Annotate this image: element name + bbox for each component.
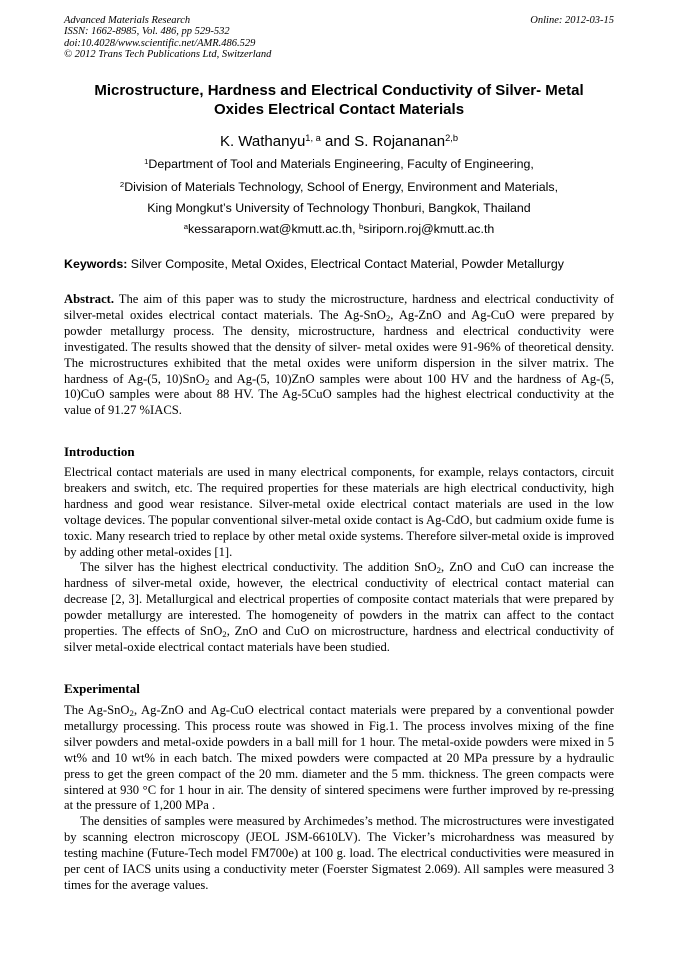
affiliation-1-marker: 1 (144, 156, 149, 166)
author-2-affil: 2,b (445, 132, 459, 143)
keywords-label: Keywords: (64, 257, 128, 271)
affiliation-1-text: Department of Tool and Materials Engineering, Faculty of Engineering, (148, 157, 534, 171)
author-1-affil: 1, a (305, 132, 321, 143)
subscript: 2 (204, 376, 210, 387)
online-date: Online: 2012-03-15 (530, 15, 614, 26)
introduction-paragraph-2 (64, 560, 614, 655)
introduction-heading: Introduction (64, 444, 135, 459)
intro-text-c: , ZnO and CuO on microstructure, hardness and electrical conductivity of silver metal-oxide electrical contact materials have been studied. (64, 624, 614, 654)
abstract-text-3: and Ag-(5, 10)ZnO samples were about 100 HV and the hardness of Ag-(5, 10)CuO samples were about 88 HV. The Ag-5CuO samples had the highest electrical conductivity at the value of 91.27 %IACS. (64, 371, 614, 418)
keywords-text: Silver Composite, Metal Oxides, Electrical Contact Material, Powder Metallurgy (127, 257, 564, 271)
subscript: 2 (436, 565, 441, 576)
experimental-heading: Experimental (64, 681, 140, 696)
journal-name: Advanced Materials Research (64, 15, 191, 26)
introduction-body (64, 465, 614, 656)
introduction-paragraph-1: Electrical contact materials are used in many electrical components, for example, relays contactors, circuit breakers and switch, etc. The required properties for these materials are high electrical conductivity, high hardness and good wear resistance. Silver-metal oxide electrical contact materials are used in the low voltage devices. The popular conventional silver-metal oxide contact is Ag-CdO, but cadmium oxide fume is toxic. Many research tried to replace by other metal oxide systems. Therefore silver-metal oxide is improved by adding other metal-oxides [1]. (64, 465, 614, 559)
keywords-line (64, 257, 614, 271)
intro-text-a: The silver has the highest electrical conductivity. The addition SnO (80, 560, 437, 575)
title-line-1: Microstructure, Hardness and Electrical Conductivity of Silver- Metal (94, 82, 584, 99)
author-1: K. Wathanyu (219, 133, 306, 150)
exp-text-a: The Ag-SnO (64, 703, 130, 717)
author-2: S. Rojananan (354, 133, 446, 150)
intro-text-b: , ZnO and CuO can increase the hardness of silver-metal oxide, however, the electrical conductivity of electrical contact material can decrease [2, 3]. Metallurgical and electrical properties of composite contact materials that were prepared by powder metallurgy are interested. The homogeneity of powders in the matrix can affect to the contact properties. The effects of SnO (64, 560, 614, 639)
abstract-text-1: The aim of this paper was to study the microstructure, hardness and electrical conductivity of silver-metal oxides electrical contact materials. The Ag-SnO (64, 292, 614, 322)
title-line-2: Oxides Electrical Contact Materials (213, 101, 465, 118)
author-line (64, 133, 614, 150)
email-a[interactable]: kessaraporn.wat@kmutt.ac.th, (188, 222, 359, 236)
email-b[interactable]: siriporn.roj@kmutt.ac.th (363, 222, 495, 236)
abstract-text-2: , Ag-ZnO and Ag-CuO were prepared by powder metallurgy process. The density, microstructure, hardness and electrical conductivity were investigated. The results showed that the density of silver- metal oxides were 91-96% of theoretical density. The microstructures exhibited that the metal oxides were uniform dispersion in the silver matrix. The hardness of Ag-(5, 10)SnO (64, 307, 614, 386)
email-b-marker: b (358, 221, 364, 231)
subscript: 2 (129, 708, 134, 719)
subscript: 2 (222, 629, 227, 640)
affiliation-2-text: Division of Materials Technology, School of Energy, Environment and Materials, (124, 180, 559, 194)
affiliation-3: King Mongkut’s University of Technology Thonburi, Bangkok, Thailand (147, 201, 531, 215)
abstract-label: Abstract. (64, 292, 115, 306)
affiliation-2 (64, 180, 614, 194)
experimental-body (64, 703, 614, 894)
issn-line: ISSN: 1662-8985, Vol. 486, pp 529-532 (64, 26, 230, 38)
email-a-marker: a (183, 221, 188, 231)
author-conjunction: and (320, 133, 355, 150)
subscript: 2 (385, 313, 391, 324)
abstract (64, 292, 614, 419)
copyright-line: © 2012 Trans Tech Publications Ltd, Switzerland (64, 49, 272, 61)
doi-line: doi:10.4028/www.scientific.net/AMR.486.529 (64, 37, 256, 49)
email-line (64, 222, 614, 236)
affiliation-2-marker: 2 (119, 179, 125, 189)
exp-text-b: , Ag-ZnO and Ag-CuO electrical contact materials were prepared by a conventional powder metallurgy processing. This process route was showed in Fig.1. The process involves mixing of the fine silver powders and metal-oxide powders in a ball mill for 1 hour. The metal-oxide powders were mixed in 5 wt% and 10 wt% in each batch. The mixed powders were compacted at 20 MPa pressure by a hydraulic press to get the green compact of the 20 mm. diameter and the 5 mm. thickness. The green compacts were sintered at 930 °C for 1 hour in air. The density of sintered specimens were further improved by re-pressing at the pressure of 1,200 MPa . (64, 703, 614, 813)
experimental-paragraph-2: The densities of samples were measured by Archimedes’s method. The microstructures were investigated by scanning electron microscopy (JEOL JSM-6610LV). The Vicker’s microhardness was measured by testing machine (Future-Tech model FM700e) at 100 g. load. The electrical conductivities were measured in per cent of IACS units using a conductivity meter (Foerster Sigmatest 2.069). All samples were measured 3 times for the average values. (64, 814, 614, 892)
experimental-paragraph-1 (64, 703, 614, 814)
paper-title (64, 81, 614, 119)
journal-header (64, 15, 614, 61)
affiliation-1 (64, 157, 614, 171)
